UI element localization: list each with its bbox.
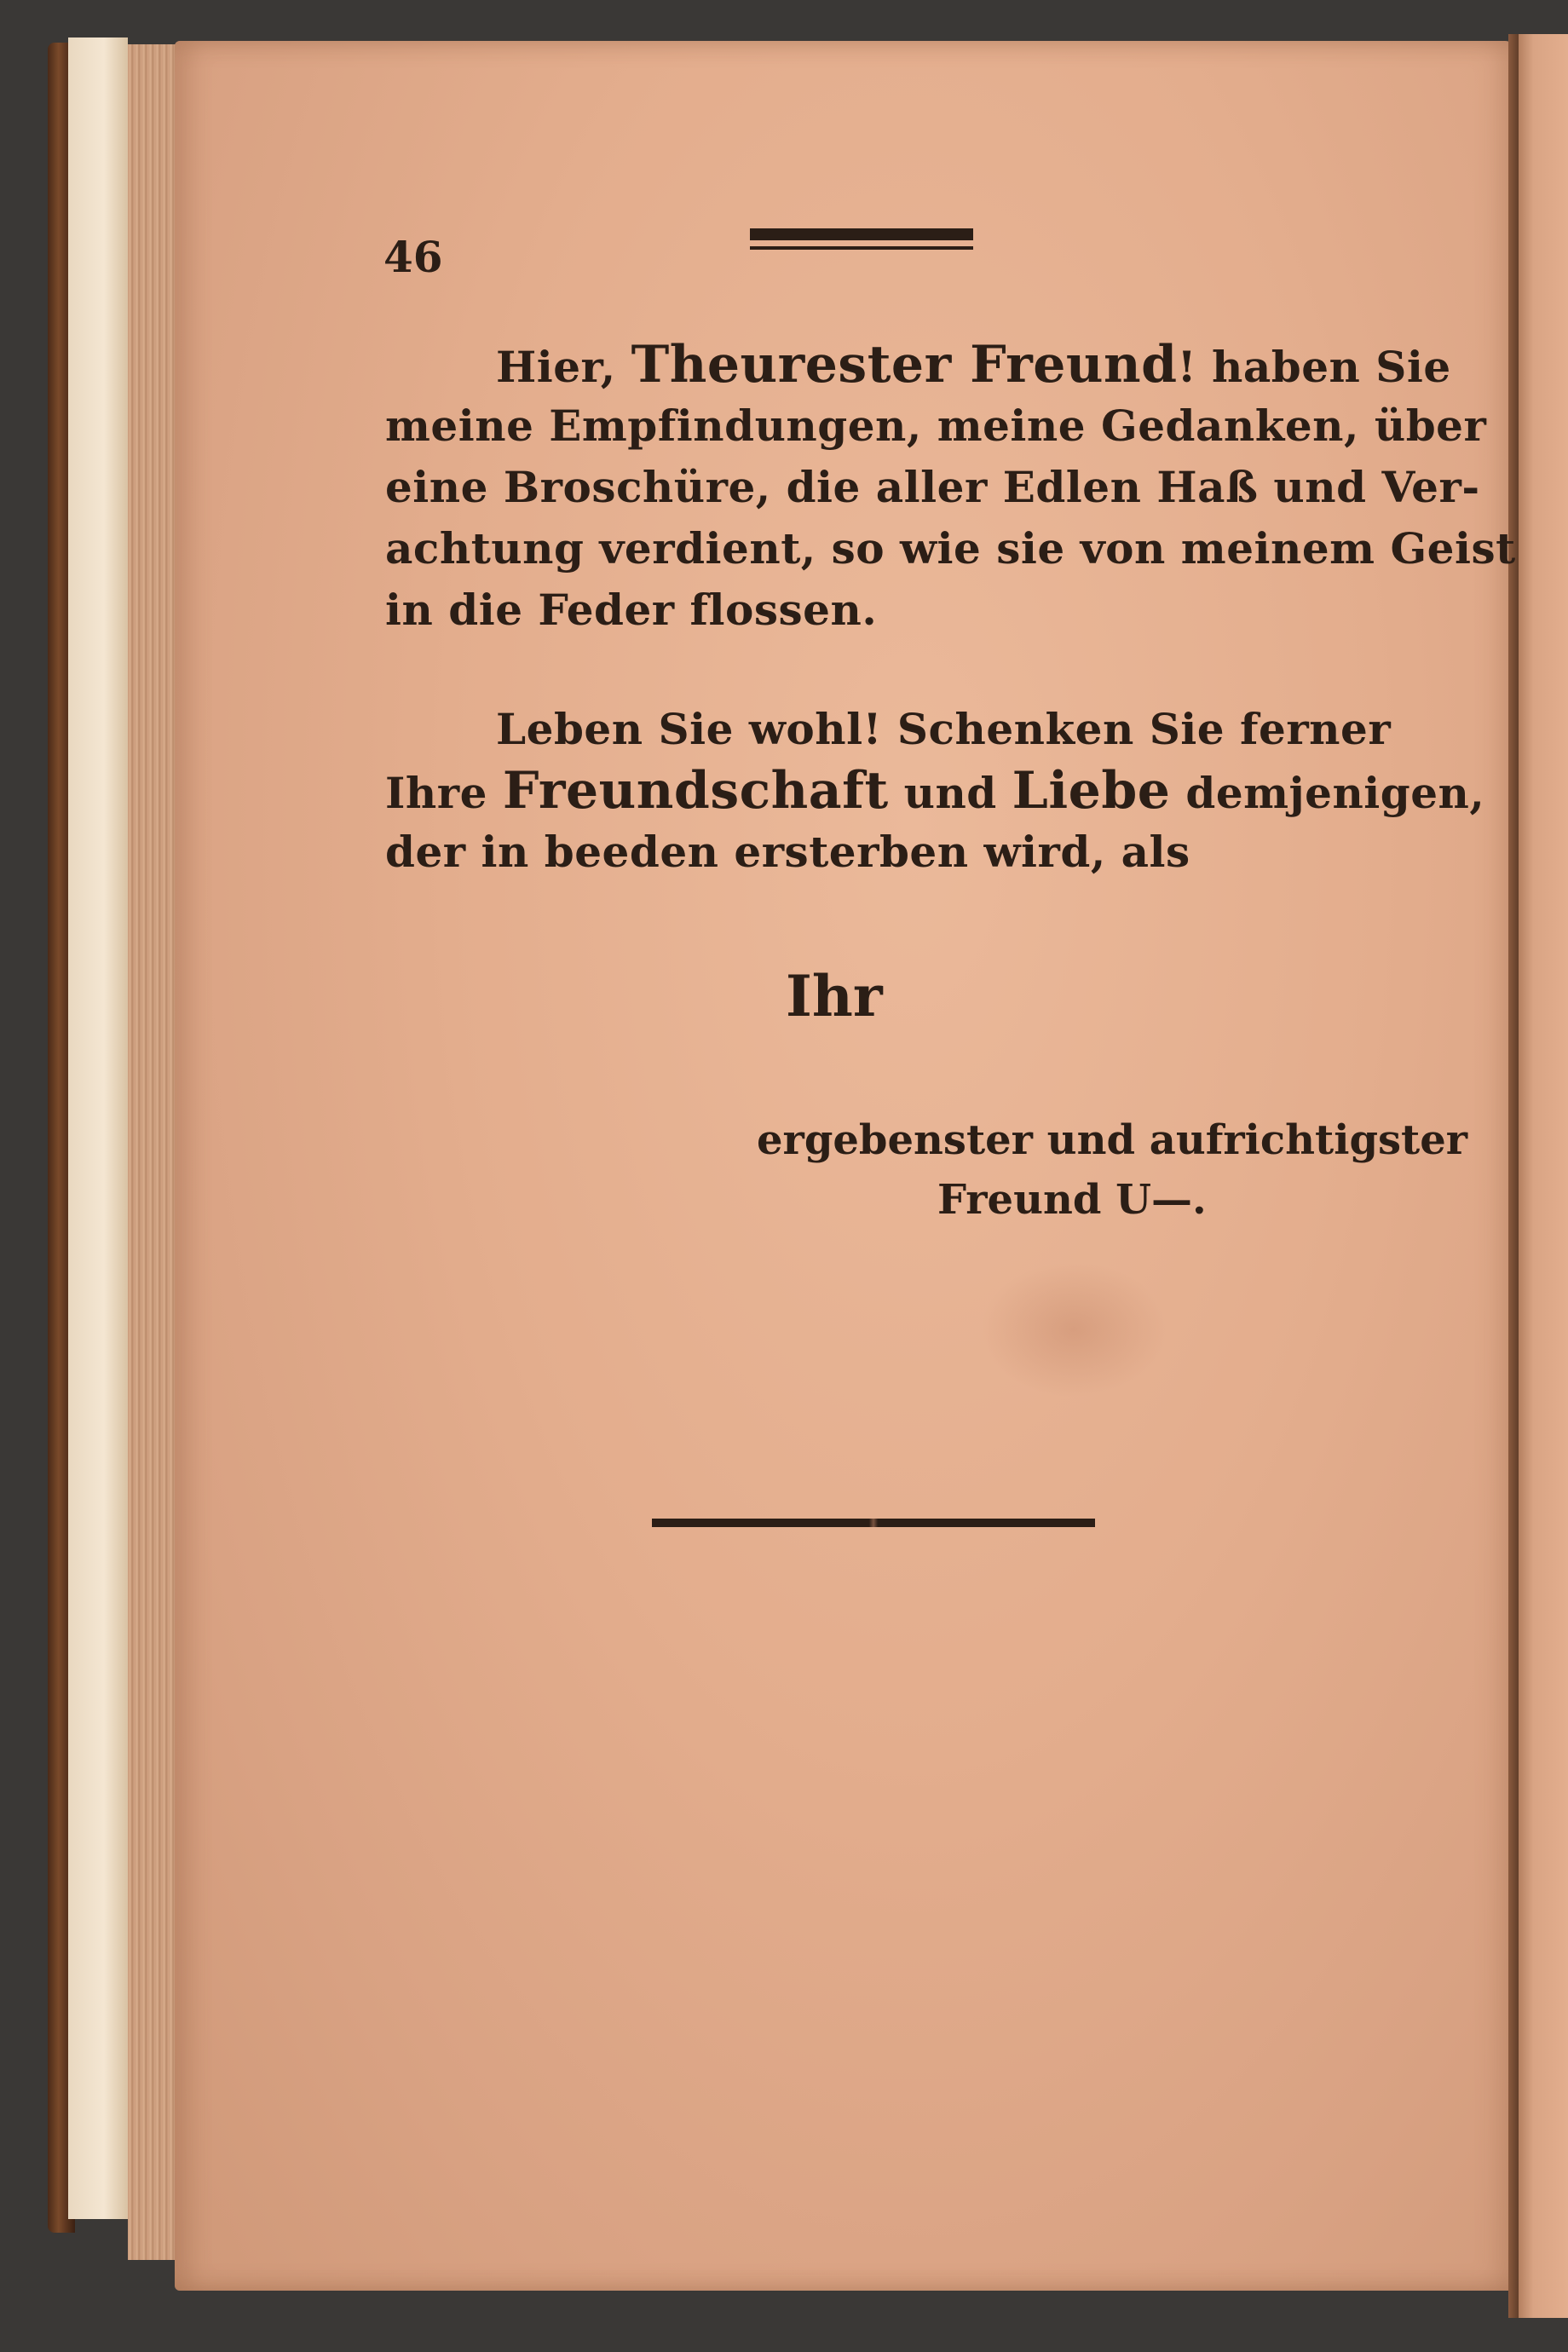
emphasized-text: Liebe (1012, 761, 1171, 821)
text-line (385, 821, 1357, 883)
emphasized-text: Theurester Freund (631, 335, 1178, 395)
header-rule (750, 228, 973, 250)
page-number: 46 (383, 232, 443, 282)
text-span: in die Feder flossen. (385, 585, 878, 635)
header-rule-thin (750, 246, 973, 250)
emphasized-text: Freundschaft (502, 761, 889, 821)
text-span: achtung verdient, so wie sie von meinem Geist (385, 523, 1516, 574)
text-line (385, 518, 1516, 579)
flyleaf (68, 37, 128, 2219)
closing-salutation: Ihr (786, 963, 883, 1029)
paragraph-1 (385, 334, 1516, 641)
page-edges (128, 44, 179, 2260)
text-span: Leben Sie wohl! Schenken Sie ferner (496, 704, 1392, 754)
text-line (385, 395, 1487, 457)
text-span: und (888, 768, 1012, 818)
text-span: meine Empfindungen, meine Gedanken, über (385, 401, 1487, 451)
text-span: Ihre (385, 768, 503, 818)
text-span: Hier, (496, 342, 631, 392)
text-line (385, 457, 1480, 518)
text-line (385, 760, 1485, 821)
end-rule (652, 1519, 1095, 1527)
text-line (385, 699, 1392, 760)
paper-stain (980, 1261, 1167, 1398)
text-span: demjenigen, (1170, 768, 1485, 818)
text-span: ! haben Sie (1177, 342, 1451, 392)
closing-line-1: ergebenster und aufrichtigster (757, 1116, 1468, 1164)
text-span: eine Broschüre, die aller Edlen Haß und Ver- (385, 462, 1480, 512)
text-line (385, 579, 1357, 641)
header-rule-thick (750, 228, 973, 240)
text-line (385, 334, 1451, 395)
next-page-edge (1519, 34, 1568, 2318)
signature: Freund U—. (937, 1176, 1207, 1224)
text-span: der in beeden ersterben wird, als (385, 827, 1190, 877)
paragraph-2 (385, 699, 1485, 883)
